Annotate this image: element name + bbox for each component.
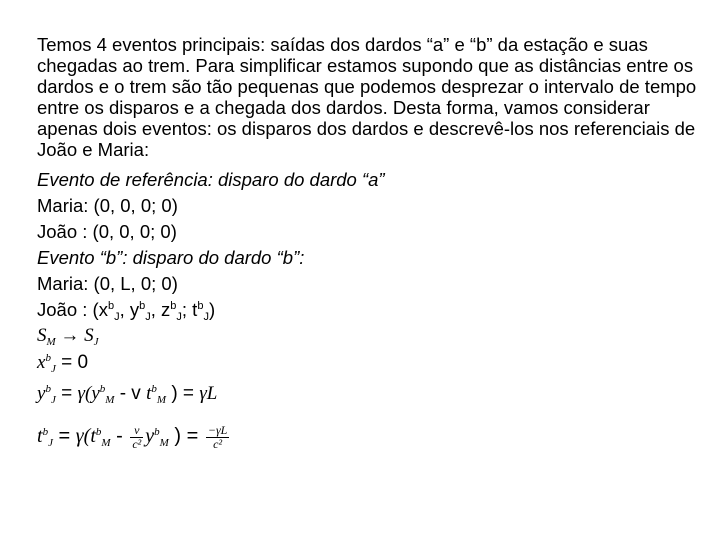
event-b-joao: João : ($x^b_J$, $y^b_J$, $z^b_J$; $t^b_J$): [37, 299, 216, 323]
equation-x: $x^b_J = 0$: [37, 352, 89, 375]
event-a-maria: Maria: (0, 0, 0; 0): [37, 195, 178, 216]
intro-line: João e Maria:: [37, 139, 150, 160]
intro-line: Temos 4 eventos principais: saídas dos dardos “a” e “b” da estação e suas: [37, 34, 648, 55]
event-b-maria: Maria: (0, L, 0; 0): [37, 273, 178, 294]
fraction-result: $\frac{-\gamma L}{\text{c²}}$: [207, 423, 228, 451]
intro-line: apenas dois eventos: os disparos dos dardos e descrevê-los nos referenciais de: [37, 118, 696, 139]
equation-t: $t^b_J = \gamma(t^b_M$ - $\frac{v}{\text{c²}}$ $y^b_M$ ) = $\frac{-\gamma L}{\text{c²}}$: [37, 423, 228, 451]
event-a-heading: Evento de referência: disparo do dardo “a”: [37, 169, 385, 190]
intro-line: entre os disparos e a chegada dos dardos. Desta forma, vamos considerar: [37, 97, 650, 118]
intro-line: chegadas ao trem. Para simplificar estamos supondo que as distâncias entre os: [37, 55, 694, 76]
event-b-heading: Evento “b”: disparo do dardo “b”:: [37, 247, 305, 268]
fraction-v-over-c2: $\frac{v}{\text{c²}}$: [132, 423, 142, 451]
event-a-joao: João : (0, 0, 0; 0): [37, 221, 177, 242]
arrow-right-icon: →: [60, 325, 80, 346]
intro-paragraph: [37, 34, 697, 160]
intro-line: dardos e o trem são tão pequenas que podemos desprezar o intervalo de tempo: [37, 76, 697, 97]
equation-y: $y^b_J = \gamma(y^b_M - v$ $t^b_M$ ) = γL: [37, 383, 218, 406]
frame-transform-line: $S_M \to S_J$: [37, 325, 99, 348]
